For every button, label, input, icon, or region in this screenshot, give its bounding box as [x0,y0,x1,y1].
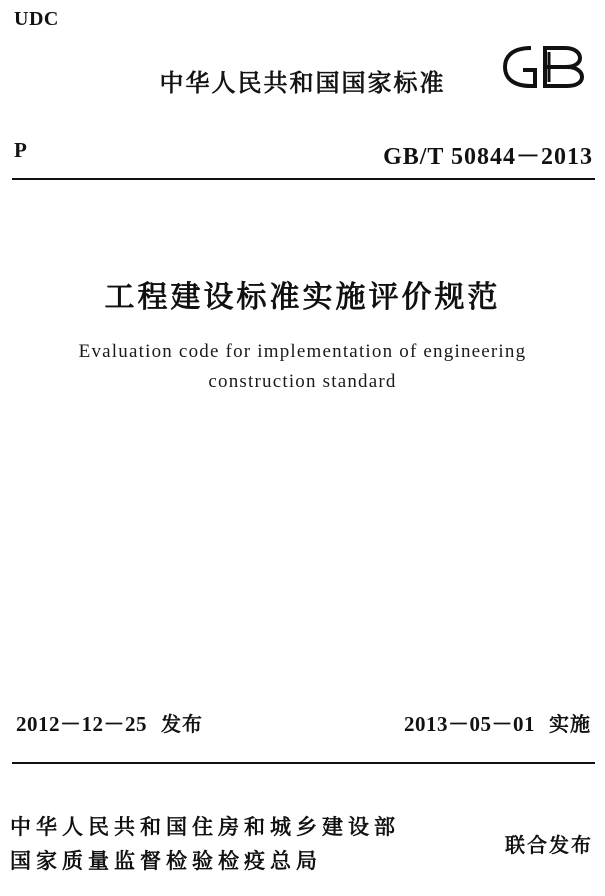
effective-label: 实施 [549,712,591,736]
publisher-line-1: 中华人民共和国住房和城乡建设部 [10,815,400,839]
publishers-block [10,810,597,878]
gb-logo-icon [483,36,595,98]
standard-number: GB/T 50844－2013 [383,144,593,170]
publisher-line-2: 国家质量监督检验检疫总局 [10,849,322,873]
joint-publish-label: 联合发布 [505,832,593,857]
udc-label: UDC [14,8,59,30]
document-title-english [0,337,605,397]
effective-date: 2013－05－01 [404,712,535,736]
divider-top [12,178,595,180]
dates-row [12,708,593,738]
issue-date-group [16,708,203,738]
classification-mark: P [14,138,27,162]
national-standard-heading: 中华人民共和国国家标准 [159,69,446,97]
effective-date-group [404,708,591,738]
publisher-names [10,810,400,878]
issue-label: 发布 [161,712,203,736]
document-title-chinese: 工程建设标准实施评价规范 [104,280,501,315]
issue-date: 2012－12－25 [16,712,147,736]
divider-bottom [12,762,595,764]
document-title-english-line2: construction standard [208,371,397,392]
document-title-english-line1: Evaluation code for implementation of engineering [78,341,527,362]
